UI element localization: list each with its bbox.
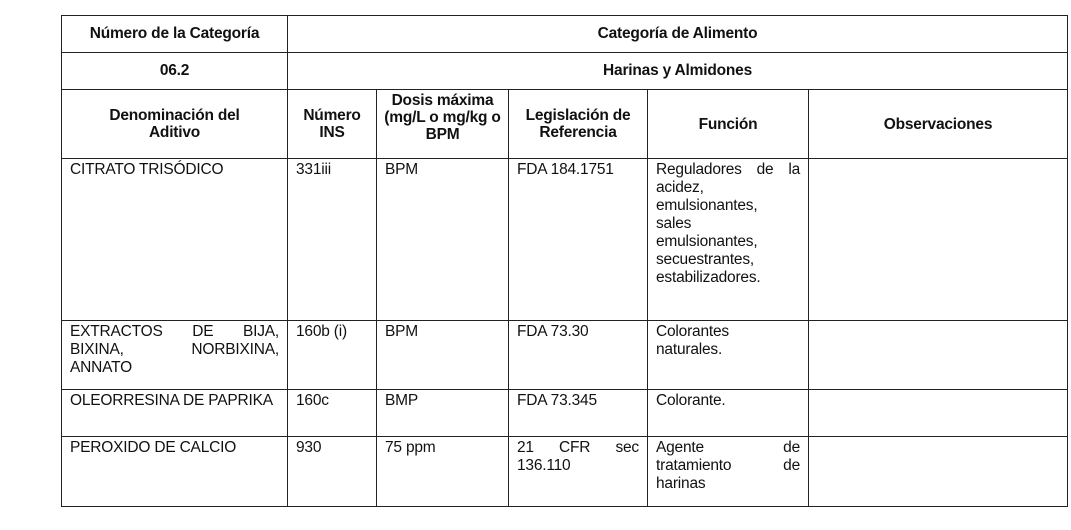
additive-name: EXTRACTOS DE BIJA, BIXINA, NORBIXINA, ANNATO (62, 321, 288, 390)
column-header-row (62, 90, 1068, 159)
ins-number: 160c (288, 390, 377, 437)
ins-number: 331iii (288, 159, 377, 321)
function-line: emulsionantes, (656, 197, 758, 214)
col-additive-header: Denominación del Aditivo (62, 90, 288, 159)
legislation: FDA 73.30 (509, 321, 648, 390)
observations (809, 159, 1068, 321)
legislation: FDA 184.1751 (509, 159, 648, 321)
category-number-value: 06.2 (62, 53, 288, 90)
col-dose-header: Dosis máxima (mg/L o mg/kg o BPM (377, 90, 509, 159)
function-line: emulsionantes, (656, 233, 758, 250)
function-line: secuestrantes, (656, 251, 755, 268)
observations (809, 390, 1068, 437)
category-value-row (62, 53, 1068, 90)
additives-table (61, 15, 1068, 507)
table-row (62, 437, 1068, 507)
function-cell (648, 437, 809, 507)
table-row (62, 159, 1068, 321)
max-dose: BPM (377, 159, 509, 321)
max-dose: 75 ppm (377, 437, 509, 507)
function-line: harinas (656, 475, 706, 492)
legislation: 21 CFR sec 136.110 (509, 437, 648, 507)
ins-number: 160b (i) (288, 321, 377, 390)
function-cell (648, 321, 809, 390)
table-row (62, 321, 1068, 390)
function-line: sales (656, 215, 692, 232)
function-line: Agente de (656, 439, 800, 456)
col-ins-header: Número INS (288, 90, 377, 159)
additive-name: OLEORRESINA DE PAPRIKA (62, 390, 288, 437)
category-header-row (62, 16, 1068, 53)
col-function-header: Función (648, 90, 809, 159)
legislation: FDA 73.345 (509, 390, 648, 437)
table-row (62, 390, 1068, 437)
function-cell (648, 390, 809, 437)
category-number-label: Número de la Categoría (62, 16, 288, 53)
ins-number: 930 (288, 437, 377, 507)
food-category-label: Categoría de Alimento (288, 16, 1068, 53)
max-dose: BMP (377, 390, 509, 437)
col-observations-header: Observaciones (809, 90, 1068, 159)
function-line: Reguladores de la (656, 161, 800, 178)
function-line: tratamiento de (656, 457, 800, 474)
observations (809, 321, 1068, 390)
observations (809, 437, 1068, 507)
function-line: Colorante. (656, 392, 726, 409)
function-line: naturales. (656, 341, 723, 358)
col-legislation-header: Legislación de Referencia (509, 90, 648, 159)
max-dose: BPM (377, 321, 509, 390)
function-line: acidez, (656, 179, 704, 196)
additive-name: CITRATO TRISÓDICO (62, 159, 288, 321)
function-cell (648, 159, 809, 321)
function-line: estabilizadores. (656, 269, 761, 286)
additive-name: PEROXIDO DE CALCIO (62, 437, 288, 507)
food-category-value: Harinas y Almidones (288, 53, 1068, 90)
function-line: Colorantes (656, 323, 729, 340)
